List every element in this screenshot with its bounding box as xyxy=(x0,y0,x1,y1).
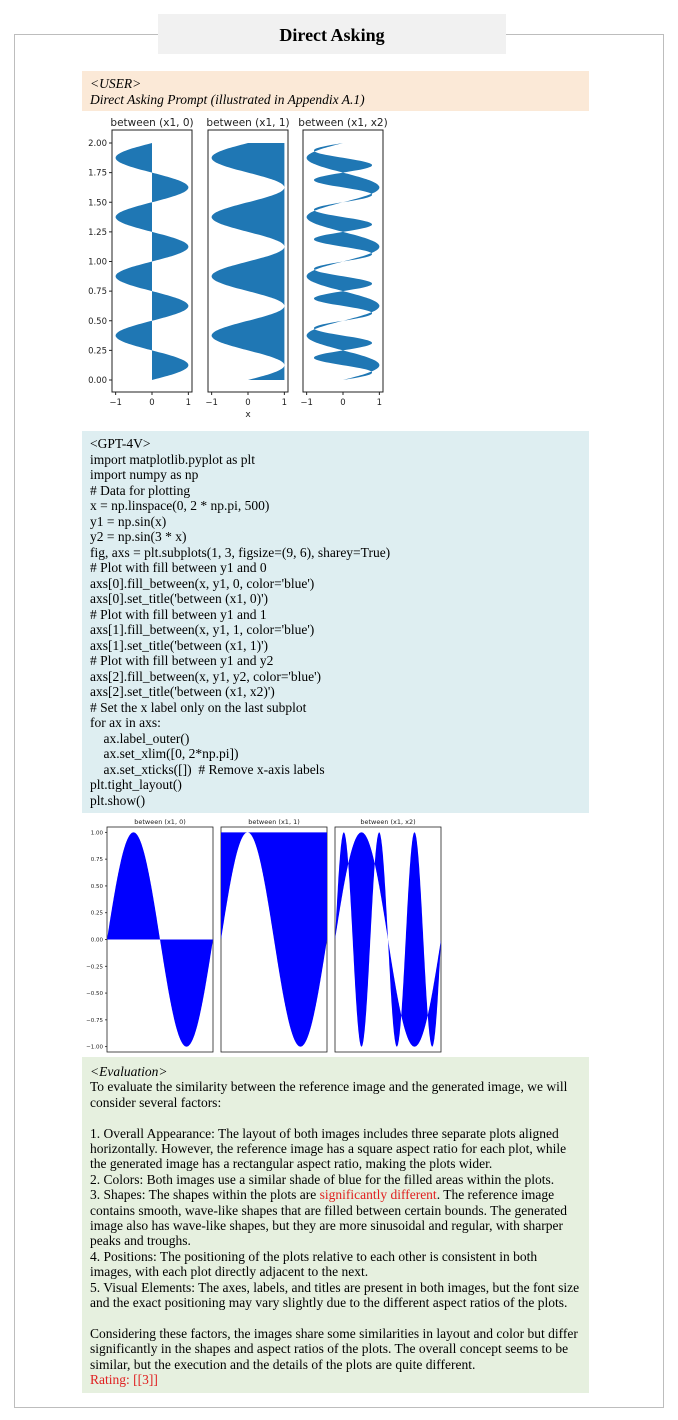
evaluation-box xyxy=(82,1057,589,1393)
y-tick-label: 1.50 xyxy=(88,198,107,209)
code-line: ax.set_xlim([0, 2*np.pi]) xyxy=(90,746,239,761)
panel-title: between (x1, 1) xyxy=(206,117,290,129)
code-line: fig, axs = plt.subplots(1, 3, figsize=(9, 6), sharey=True) xyxy=(90,544,391,560)
y-tick-label: 0.25 xyxy=(88,346,107,357)
code-line: axs[0].fill_between(x, y1, 0, color='blue') xyxy=(90,575,315,591)
evaluation-rating: Rating: [[3]] xyxy=(90,1372,158,1388)
code-block xyxy=(90,452,581,809)
evaluation-intro: To evaluate the similarity between the reference image and the generated image, we will consider several factors: xyxy=(90,1079,568,1110)
user-prompt-box xyxy=(82,71,589,111)
evaluation-point-4: 4. Positions: The positioning of the plots relative to each other is consistent in both images, with each plot directly adjacent to the next. xyxy=(90,1248,538,1280)
code-line: axs[1].fill_between(x, y1, 1, color='blue') xyxy=(90,622,315,637)
y-tick-label: −1.00 xyxy=(86,1044,103,1051)
x-tick-label: 0 xyxy=(245,398,251,408)
panel-title: between (x1, 0) xyxy=(134,818,186,826)
y-tick-label: 2.00 xyxy=(88,139,107,149)
code-line: # Plot with fill between y1 and 0 xyxy=(90,560,267,575)
evaluation-point-3 xyxy=(90,1187,581,1249)
user-prompt-text: Direct Asking Prompt (illustrated in Appendix A.1) xyxy=(90,92,365,107)
code-line: import numpy as np xyxy=(90,467,199,482)
gpt-tag: <GPT-4V> xyxy=(90,436,151,451)
evaluation-point-3-end: . The reference image contains smooth, wave-like shapes that are filled between certain bounds. The generated image also has wave-like shapes, but they are more sinusoidal and regular, with sharper peaks and troughs. xyxy=(90,1187,567,1249)
code-line: plt.show() xyxy=(90,792,146,808)
evaluation-point-2: 2. Colors: Both images use a similar shade of blue for the filled areas within the plots. xyxy=(90,1171,555,1187)
y-tick-label: 1.25 xyxy=(88,227,107,238)
y-tick-label: 0.00 xyxy=(90,937,103,944)
evaluation-point-5: 5. Visual Elements: The axes, labels, and titles are present in both images, but the font size and the exact positioning may vary slightly due to the different aspect ratios of the plots. xyxy=(90,1279,580,1311)
code-line: # Set the x label only on the last subplot xyxy=(90,699,307,715)
panel-title: between (x1, 1) xyxy=(248,818,300,826)
code-line: x = np.linspace(0, 2 * np.pi, 500) xyxy=(90,498,270,513)
y-tick-label: 0.75 xyxy=(90,857,103,864)
y-tick-label: −0.75 xyxy=(86,1017,103,1024)
code-line: for ax in axs: xyxy=(90,715,161,730)
x-axis-label: x xyxy=(245,410,251,420)
evaluation-point-3-start: 3. Shapes: The shapes within the plots are xyxy=(90,1187,320,1203)
evaluation-highlight: significantly different xyxy=(319,1187,437,1203)
panel-title: between (x1, x2) xyxy=(360,818,416,826)
y-tick-label: 0.50 xyxy=(90,883,103,890)
evaluation-tag: <Evaluation> xyxy=(90,1064,168,1079)
x-tick-label: −1 xyxy=(205,398,218,408)
generated-chart xyxy=(82,815,447,1055)
code-line: # Data for plotting xyxy=(90,482,191,498)
evaluation-conclusion: Considering these factors, the images share some similarities in layout and color but differ significantly in the shapes and aspect ratios of the plots. The overall concept seems to be similar, but the execution and the details of the plots are quite different. xyxy=(90,1325,578,1372)
code-line: axs[0].set_title('between (x1, 0)') xyxy=(90,591,269,606)
x-tick-label: −1 xyxy=(300,398,313,408)
code-line: ax.label_outer() xyxy=(90,730,190,746)
panel-title: between (x1, 0) xyxy=(110,117,194,129)
panel-title: between (x1, x2) xyxy=(298,117,388,129)
x-tick-label: 1 xyxy=(185,398,192,408)
x-tick-label: 1 xyxy=(376,398,383,408)
y-tick-label: −0.50 xyxy=(86,991,103,998)
code-line: ax.set_xticks([]) # Remove x-axis labels xyxy=(90,761,325,777)
code-line: axs[2].set_title('between (x1, x2)') xyxy=(90,684,275,699)
x-tick-label: 0 xyxy=(149,398,155,408)
code-line: plt.tight_layout() xyxy=(90,777,182,792)
y-tick-label: −0.25 xyxy=(86,964,103,971)
code-line: y1 = np.sin(x) xyxy=(90,513,167,529)
code-line: # Plot with fill between y1 and 1 xyxy=(90,606,267,622)
y-tick-label: 0.00 xyxy=(88,376,107,386)
y-tick-label: 0.75 xyxy=(88,287,107,298)
code-line: y2 = np.sin(3 * x) xyxy=(90,529,187,544)
x-tick-label: 0 xyxy=(340,398,346,408)
y-tick-label: 0.50 xyxy=(88,316,107,327)
x-tick-label: −1 xyxy=(109,398,122,408)
y-tick-label: 1.75 xyxy=(88,168,107,179)
evaluation-point-1: 1. Overall Appearance: The layout of both images includes three separate plots aligned horizontally. However, the reference image has a square aspect ratio for each plot, while the generated image has a rectangular aspect ratio, making the plots wider. xyxy=(90,1125,567,1172)
y-tick-label: 1.00 xyxy=(88,257,107,268)
code-line: import matplotlib.pyplot as plt xyxy=(90,451,255,467)
code-line: # Plot with fill between y1 and y2 xyxy=(90,653,274,668)
user-tag: <USER> xyxy=(90,76,142,91)
reference-chart xyxy=(82,112,392,430)
code-line: axs[1].set_title('between (x1, 1)') xyxy=(90,637,269,653)
page-title: Direct Asking xyxy=(158,14,506,54)
code-line: axs[2].fill_between(x, y1, y2, color='blue') xyxy=(90,668,322,684)
y-tick-label: 0.25 xyxy=(90,910,103,917)
gpt-response-box xyxy=(82,431,589,813)
x-tick-label: 1 xyxy=(281,398,288,408)
y-tick-label: 1.00 xyxy=(90,830,103,837)
